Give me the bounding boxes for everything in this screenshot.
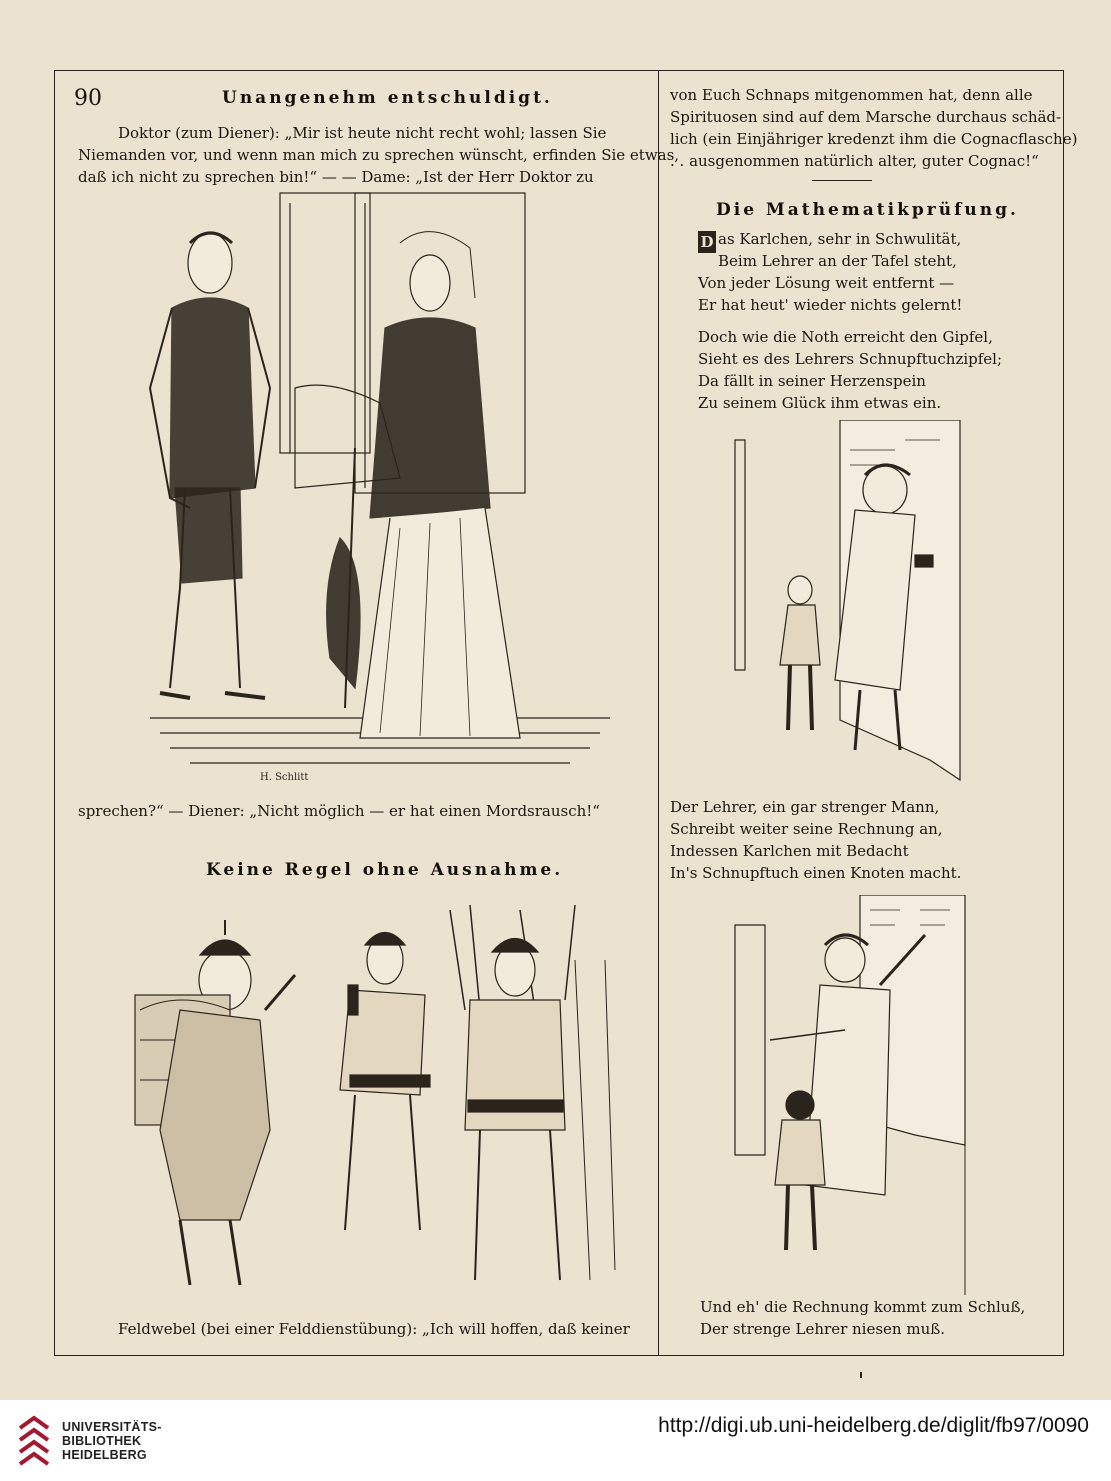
text-line: daß ich nicht zu sprechen bin!“ — — Dame: „Ist der Herr Doktor zu [78, 168, 594, 186]
title-keine-regel: Keine Regel ohne Ausnahme. [206, 860, 564, 880]
illustration-soldiers [120, 900, 640, 1300]
text-line: Doktor (zum Diener): „Mir ist heute nicht recht wohl; lassen Sie [118, 124, 607, 142]
source-url-link[interactable]: http://digi.ub.uni-heidelberg.de/diglit/fb97/0090 [658, 1414, 1089, 1437]
text-line: von Euch Schnaps mitgenommen hat, denn alle [670, 86, 1033, 104]
text-line: lich (ein Einjähriger kredenzt ihm die Cognacflasche) [670, 130, 1078, 148]
text-line: sprechen?“ — Diener: „Nicht möglich — er hat einen Mordsrausch!“ [78, 802, 600, 820]
text-line: Feldwebel (bei einer Felddienstübung): „Ich will hoffen, daß keiner [118, 1320, 630, 1338]
poem-line: Sieht es des Lehrers Schnupftuchzipfel; [698, 350, 1003, 368]
poem-line: Da fällt in seiner Herzenspein [698, 372, 926, 390]
text-line: Spirituosen sind auf dem Marsche durchaus schäd- [670, 108, 1062, 126]
poem-line: Beim Lehrer an der Tafel steht, [718, 252, 957, 270]
illustration-doctor-lady [130, 188, 630, 798]
poem-line-text: as Karlchen, sehr in Schwulität, [718, 230, 962, 248]
poem-line: Doch wie die Noth erreicht den Gipfel, [698, 328, 993, 346]
poem-line: Der strenge Lehrer niesen muß. [700, 1320, 946, 1338]
library-name [62, 1420, 162, 1462]
library-name-line: HEIDELBERG [62, 1448, 147, 1462]
text-line: . . ausgenommen natürlich alter, guter Cognac!“ [670, 152, 1039, 170]
poem-line: Und eh' die Rechnung kommt zum Schluß, [700, 1298, 1026, 1316]
page-number: 90 [74, 86, 102, 111]
title-mathematikpruefung: Die Mathematikprüfung. [716, 200, 1019, 220]
poem-line: Er hat heut' wieder nichts gelernt! [698, 296, 963, 314]
text-line: Niemanden vor, und wenn man mich zu sprechen wünscht, erfinden Sie etwas, [78, 146, 680, 164]
column-divider [658, 70, 659, 1356]
illustration-teacher-board-1 [720, 420, 980, 790]
library-footer [0, 1400, 1111, 1481]
illustration-teacher-board-2 [720, 895, 980, 1295]
poem-line: Von jeder Lösung weit entfernt — [698, 274, 955, 292]
library-logo-icon [16, 1414, 52, 1466]
section-rule [812, 180, 872, 181]
poem-line: Indessen Karlchen mit Bedacht [670, 842, 909, 860]
artist-signature: H. Schlitt [260, 772, 309, 783]
dropcap-letter: D [698, 231, 716, 253]
poem-line: In's Schnupftuch einen Knoten macht. [670, 864, 962, 882]
library-name-line: BIBLIOTHEK [62, 1434, 142, 1448]
title-unangenehm: Unangenehm entschuldigt. [222, 88, 553, 108]
library-name-line: UNIVERSITÄTS- [62, 1420, 162, 1434]
poem-line: Zu seinem Glück ihm etwas ein. [698, 394, 942, 412]
ornament-mark [860, 1372, 862, 1378]
poem-line: Der Lehrer, ein gar strenger Mann, [670, 798, 940, 816]
poem-line: Schreibt weiter seine Rechnung an, [670, 820, 943, 838]
